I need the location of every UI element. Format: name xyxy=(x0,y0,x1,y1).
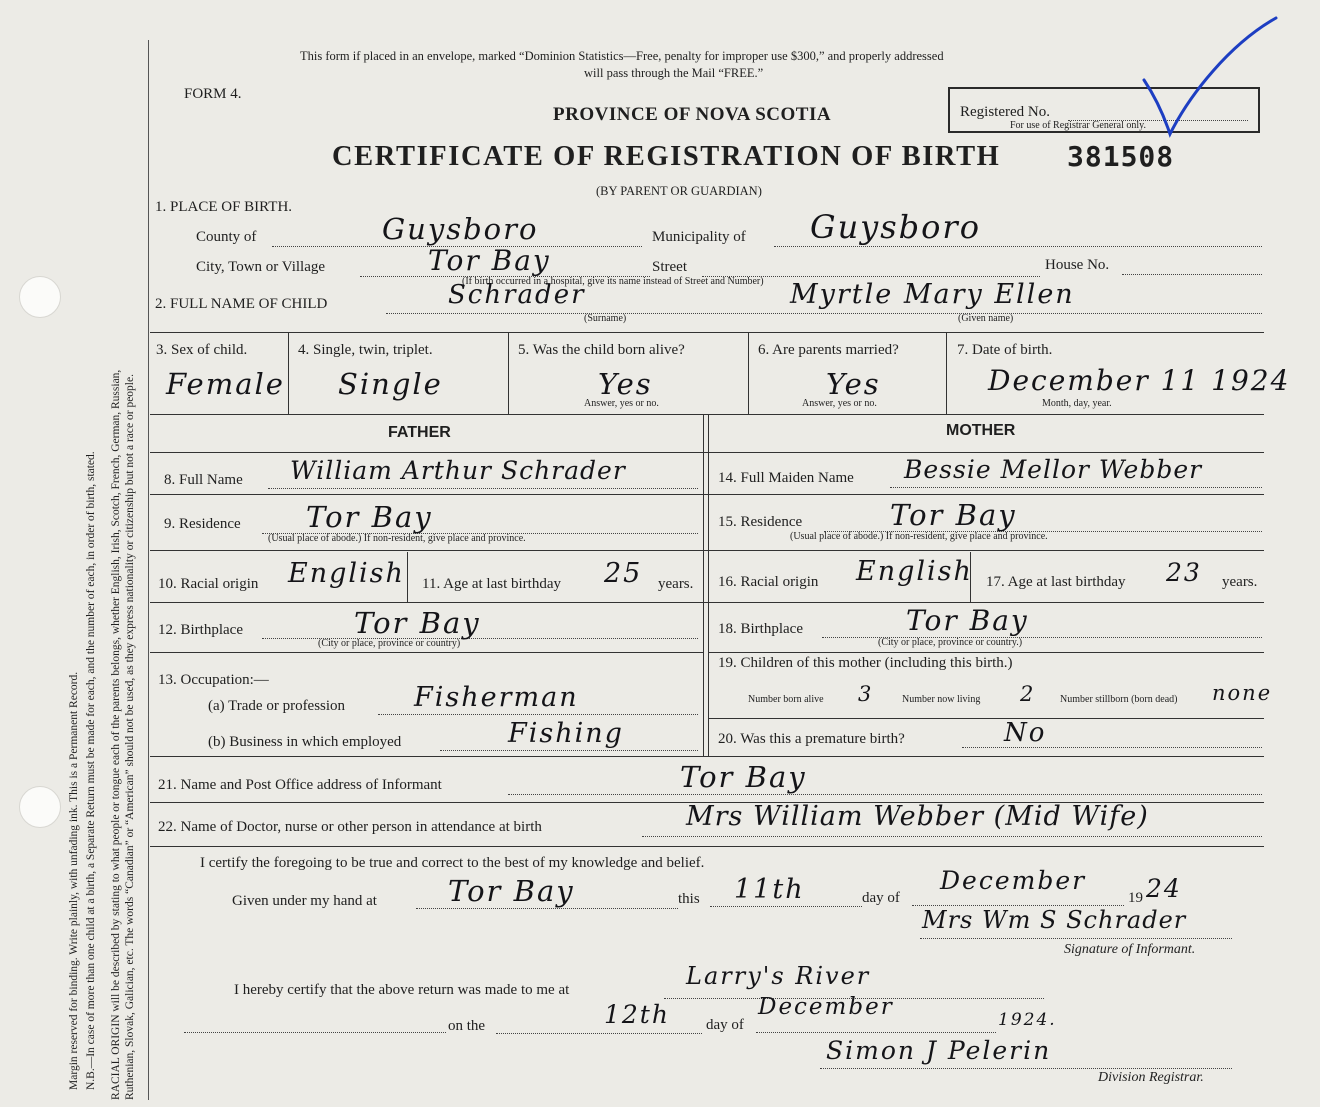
city-value: Tor Bay xyxy=(428,244,551,277)
father-age-value: 25 xyxy=(604,558,643,589)
given-name-caption: (Given name) xyxy=(958,313,1014,324)
side-note-1: Margin reserved for binding. Write plainly, with unfading ink. This is a Permanent Record. xyxy=(68,671,80,1090)
informant-signature: Mrs Wm S Schrader xyxy=(922,906,1187,934)
binding-hole-bottom xyxy=(19,786,61,828)
mother-birthplace-value: Tor Bay xyxy=(906,604,1029,637)
mother-birthplace-caption: (City or place, province or country.) xyxy=(878,637,1023,648)
mother-name-label: 14. Full Maiden Name xyxy=(718,470,854,486)
mother-racial-label: 16. Racial origin xyxy=(718,574,819,590)
father-name-label: 8. Full Name xyxy=(164,472,243,488)
father-residence-value: Tor Bay xyxy=(306,500,433,534)
mother-age-label: 17. Age at last birthday xyxy=(986,574,1126,590)
date-of-birth-value: December 11 1924 xyxy=(988,364,1291,397)
child-name-label: 2. FULL NAME OF CHILD xyxy=(155,296,328,312)
certify-year-value: 24 xyxy=(1146,874,1182,903)
certify-year-prefix: 19 xyxy=(1128,890,1143,906)
premature-label: 20. Was this a premature birth? xyxy=(718,731,905,747)
surname-caption: (Surname) xyxy=(584,313,627,324)
registrar-day-value: 12th xyxy=(604,1000,670,1029)
registrar-place-value: Larry's River xyxy=(686,962,871,990)
mother-racial-value: English xyxy=(856,556,973,587)
born-alive-label: 5. Was the child born alive? xyxy=(518,342,685,358)
date-of-birth-caption: Month, day, year. xyxy=(1042,398,1112,409)
given-at-place: Tor Bay xyxy=(448,874,575,908)
mother-age-suffix: years. xyxy=(1222,574,1258,590)
plurality-value: Single xyxy=(338,367,443,401)
side-note-4: Ruthenian, Slovak, Galician, etc. The words “Canadian” or “American” should not be used, as they express nationality or citizenship but not a race or people. xyxy=(124,374,136,1100)
father-birthplace-caption: (City or place, province or country) xyxy=(318,638,461,649)
registrar-day-of-label: day of xyxy=(706,1017,744,1033)
binding-hole-top xyxy=(19,276,61,318)
stillborn-count-value: none xyxy=(1212,681,1273,705)
father-heading: FATHER xyxy=(388,424,451,441)
occupation-label: 13. Occupation:— xyxy=(158,672,269,688)
registrar-on-the-label: on the xyxy=(448,1018,486,1034)
child-surname-value: Schrader xyxy=(448,280,586,310)
stillborn-count-label: Number stillborn (born dead) xyxy=(1060,694,1178,705)
living-count-label: Number now living xyxy=(902,694,981,705)
father-birthplace-value: Tor Bay xyxy=(354,606,481,640)
mother-birthplace-label: 18. Birthplace xyxy=(718,621,803,637)
city-label: City, Town or Village xyxy=(196,259,326,275)
father-residence-caption: (Usual place of abode.) If non-resident, give place and province. xyxy=(268,533,526,544)
registrar-signature: Simon J Pelerin xyxy=(826,1036,1052,1065)
municipality-value: Guysboro xyxy=(810,208,981,246)
business-label: (b) Business in which employed xyxy=(208,734,402,750)
premature-value: No xyxy=(1004,718,1047,748)
postal-notice-line2: will pass through the Mail “FREE.” xyxy=(584,66,764,80)
father-name-value: William Arthur Schrader xyxy=(290,456,626,485)
form-number: FORM 4. xyxy=(184,86,242,102)
side-note-2: N.B.—In case of more than one child at a birth, a Separate Return must be made for each, and the number of each, in order of birth, stated. xyxy=(85,451,97,1090)
parents-married-caption: Answer, yes or no. xyxy=(802,398,877,409)
county-value: Guysboro xyxy=(382,212,539,246)
father-residence-label: 9. Residence xyxy=(164,516,241,532)
registered-number-note: For use of Registrar General only. xyxy=(1010,120,1146,131)
mother-residence-caption: (Usual place of abode.) If non-resident, give place and province. xyxy=(790,531,1048,542)
parents-married-label: 6. Are parents married? xyxy=(758,342,899,358)
registrar-year-value: 1924. xyxy=(998,1010,1057,1030)
father-racial-label: 10. Racial origin xyxy=(158,576,259,592)
child-given-name-value: Myrtle Mary Ellen xyxy=(790,279,1075,310)
informant-value: Tor Bay xyxy=(680,760,807,794)
certificate-number: 381508 xyxy=(1067,140,1175,173)
registrar-month-value: December xyxy=(758,994,894,1020)
parents-married-value: Yes xyxy=(826,367,881,401)
street-label: Street xyxy=(652,259,687,275)
place-of-birth-heading: 1. PLACE OF BIRTH. xyxy=(155,199,293,215)
margin-rule xyxy=(148,40,149,1100)
doctor-value: Mrs William Webber (Mid Wife) xyxy=(686,801,1149,832)
father-age-label: 11. Age at last birthday xyxy=(422,576,561,592)
county-label: County of xyxy=(196,229,257,245)
mother-name-value: Bessie Mellor Webber xyxy=(904,455,1203,484)
father-racial-value: English xyxy=(288,558,405,589)
registered-number-label: Registered No. xyxy=(960,104,1050,120)
certify-day-value: 11th xyxy=(734,874,805,905)
born-alive-count-label: Number born alive xyxy=(748,694,824,705)
check-mark xyxy=(1140,14,1280,144)
father-age-suffix: years. xyxy=(658,576,694,592)
certify-day-of-label: day of xyxy=(862,890,900,906)
trade-value: Fisherman xyxy=(414,682,579,713)
house-number-label: House No. xyxy=(1045,257,1110,273)
sex-label: 3. Sex of child. xyxy=(156,342,248,358)
province-heading: PROVINCE OF NOVA SCOTIA xyxy=(553,104,832,125)
certify-statement: I certify the foregoing to be true and correct to the best of my knowledge and belief. xyxy=(200,855,705,871)
given-at-label: Given under my hand at xyxy=(232,893,377,909)
born-alive-caption: Answer, yes or no. xyxy=(584,398,659,409)
date-of-birth-label: 7. Date of birth. xyxy=(957,342,1053,358)
living-count-value: 2 xyxy=(1020,682,1036,706)
mother-age-value: 23 xyxy=(1166,558,1202,587)
postal-notice-line1: This form if placed in an envelope, marked “Dominion Statistics—Free, penalty for improper use $300,” and properly addressed xyxy=(300,49,944,63)
mother-residence-value: Tor Bay xyxy=(890,498,1017,532)
trade-label: (a) Trade or profession xyxy=(208,698,346,714)
division-registrar-caption: Division Registrar. xyxy=(1098,1070,1204,1085)
children-of-mother-label: 19. Children of this mother (including this birth.) xyxy=(718,655,1013,671)
hospital-note: (If birth occurred in a hospital, give its name instead of Street and Number) xyxy=(462,276,764,287)
doctor-label: 22. Name of Doctor, nurse or other person in attendance at birth xyxy=(158,819,542,835)
certificate-title: CERTIFICATE OF REGISTRATION OF BIRTH xyxy=(332,141,1001,172)
mother-heading: MOTHER xyxy=(946,422,1016,439)
father-birthplace-label: 12. Birthplace xyxy=(158,622,243,638)
side-note-3: RACIAL ORIGIN will be described by stating to what people or tongue each of the parents belongs, whether English, Irish, Scotch, French, German, Russian, xyxy=(110,369,122,1100)
certify-this-label: this xyxy=(678,891,700,907)
plurality-label: 4. Single, twin, triplet. xyxy=(298,342,433,358)
mother-residence-label: 15. Residence xyxy=(718,514,803,530)
business-value: Fishing xyxy=(508,718,624,749)
informant-label: 21. Name and Post Office address of Informant xyxy=(158,777,442,793)
municipality-label: Municipality of xyxy=(652,229,746,245)
certify-month-value: December xyxy=(940,866,1087,895)
certificate-subtitle: (BY PARENT OR GUARDIAN) xyxy=(596,184,762,198)
born-alive-count-value: 3 xyxy=(858,682,874,706)
registrar-statement: I hereby certify that the above return was made to me at xyxy=(234,982,570,998)
born-alive-value: Yes xyxy=(598,367,653,401)
sex-value: Female xyxy=(166,367,285,401)
informant-signature-caption: Signature of Informant. xyxy=(1064,942,1196,957)
